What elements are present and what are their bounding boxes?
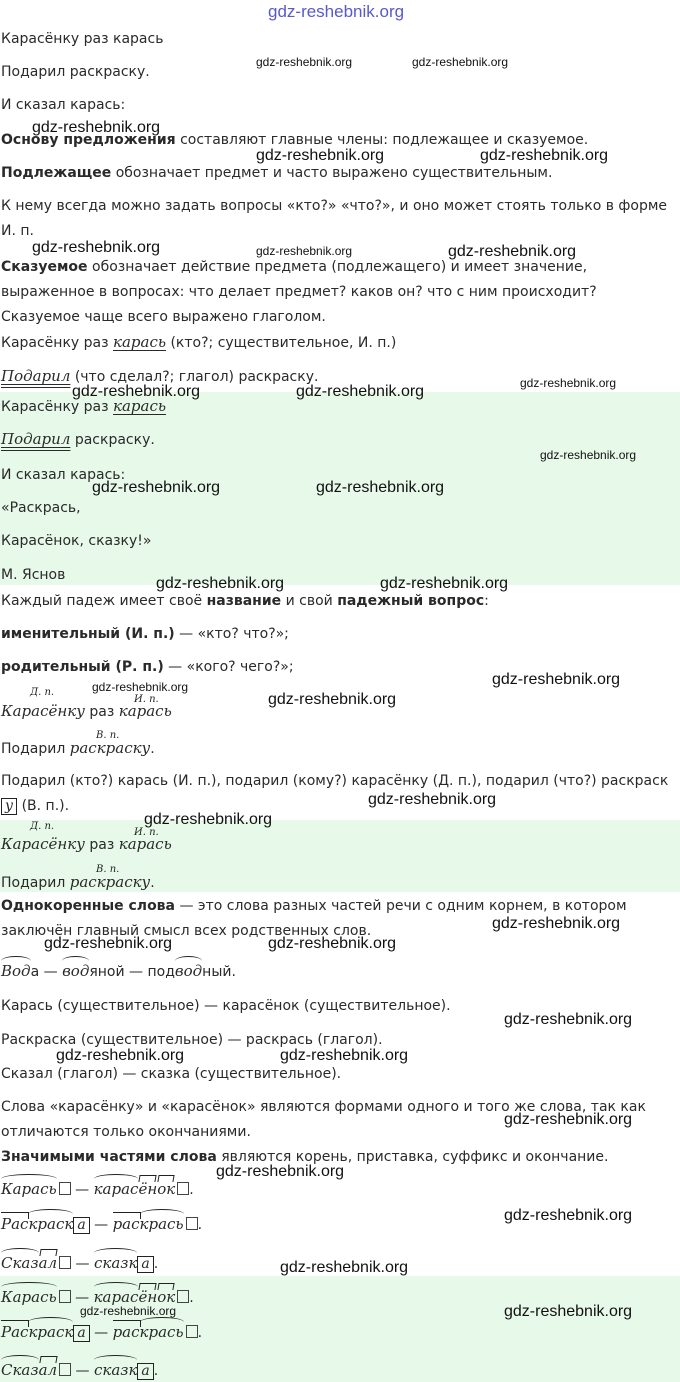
root: Карась <box>1 1288 57 1306</box>
term: Сказуемое <box>1 259 88 275</box>
root: Сказ <box>1 1361 39 1379</box>
prefix: рас <box>112 1323 140 1341</box>
root: вод <box>174 962 203 980</box>
definition-text: обозначает действие предмета (подлежащего) и имеет значение, <box>87 259 588 275</box>
predicate-word: Подарил <box>1 367 71 385</box>
basis-definition <box>1 131 588 149</box>
text: . <box>153 1256 159 1272</box>
case-mark: В. п. <box>96 730 120 741</box>
watermark: gdz-reshebnik.org <box>256 55 353 69</box>
case-genitive <box>1 658 294 676</box>
text: — <box>89 1217 113 1233</box>
watermark: gdz-reshebnik.org <box>144 811 273 828</box>
null-ending-box <box>177 1290 189 1303</box>
text: . <box>197 1325 203 1341</box>
text: . <box>189 1182 194 1198</box>
null-ending-box <box>59 1363 71 1376</box>
watermark: gdz-reshebnik.org <box>540 448 637 462</box>
case-sentence <box>1 702 172 721</box>
cognate-definition <box>1 897 627 915</box>
term: Однокоренные слова <box>1 898 175 914</box>
null-ending-box <box>59 1182 71 1195</box>
watermark: gdz-reshebnik.org <box>280 1259 409 1276</box>
null-ending-box <box>186 1325 198 1338</box>
prefix: Рас <box>1 1323 29 1341</box>
prefix: Рас <box>1 1215 29 1233</box>
text: Карасёнку раз <box>1 399 113 415</box>
definition-text: — это слова разных частей речи с одним корнем, в котором <box>175 898 627 914</box>
morpheme-line <box>1 1215 202 1234</box>
root: краск <box>28 1323 74 1341</box>
root: краск <box>28 1215 74 1233</box>
root: сказк <box>93 1361 138 1379</box>
poem-line: Подарил раскраску. <box>1 64 150 80</box>
null-ending-box <box>59 1256 71 1269</box>
text: яной — под <box>89 964 175 980</box>
watermark: gdz-reshebnik.org <box>368 791 497 808</box>
text: Подарил <box>1 875 70 891</box>
term: падежный вопрос <box>337 593 485 609</box>
term: именительный (И. п.) <box>1 626 175 642</box>
watermark: gdz-reshebnik.org <box>216 1163 345 1180</box>
text: — «кого? чего?»; <box>163 659 294 675</box>
author: М. Яснов <box>1 567 66 583</box>
ending-box: у <box>1 798 17 815</box>
morpheme-line <box>1 1254 158 1273</box>
text: ный. <box>202 964 236 980</box>
text: — <box>71 1256 94 1272</box>
text: раскраску. <box>70 432 155 448</box>
text: — «кто? что?»; <box>174 626 289 642</box>
word: раскраску <box>69 739 151 757</box>
text: Каждый падеж имеет своё <box>1 593 207 609</box>
word: карась <box>118 702 172 720</box>
answer-line <box>1 430 155 449</box>
text: Карасёнку раз <box>1 335 113 351</box>
term: Основу предложения <box>1 132 176 148</box>
text-line: Сказал (глагол) — сказка (существительное). <box>1 1066 342 1082</box>
suffix: ён <box>138 1288 158 1306</box>
text-line: Карась (существительное) — карасёнок (существительное). <box>1 998 451 1014</box>
watermark: gdz-reshebnik.org <box>504 1111 633 1128</box>
text-line: Раскраска (существительное) — раскрась (глагол). <box>1 1032 383 1048</box>
root: вод <box>62 962 90 980</box>
watermark: gdz-reshebnik.org <box>296 383 425 400</box>
morpheme-line <box>1 1180 194 1199</box>
text: . <box>189 1290 194 1306</box>
text-line: К нему всегда можно задать вопросы «кто?» «что?», и оно может стоять только в форме <box>1 198 668 214</box>
term: родительный (Р. п.) <box>1 659 164 675</box>
answer-line: «Раскрась, <box>1 500 81 516</box>
watermark: gdz-reshebnik.org <box>380 575 509 592</box>
answer-line <box>1 397 166 416</box>
watermark: gdz-reshebnik.org <box>80 1304 177 1318</box>
watermark: gdz-reshebnik.org <box>268 935 397 952</box>
root: Сказ <box>1 1254 39 1272</box>
text: : <box>484 593 489 609</box>
text: . <box>153 1363 159 1379</box>
case-mark: И. п. <box>134 827 159 838</box>
analysis-line <box>1 333 396 352</box>
root: крась <box>139 1323 184 1341</box>
text: (что сделал?; глагол) раскраску. <box>70 369 319 385</box>
word: раскраску <box>69 873 151 891</box>
suffix: ал <box>38 1254 58 1272</box>
text: . <box>150 875 155 891</box>
text: — <box>71 1363 94 1379</box>
watermark: gdz-reshebnik.org <box>56 1047 185 1064</box>
case-mark: Д. п. <box>30 821 55 832</box>
answer-line <box>1 835 172 854</box>
null-ending-box <box>177 1182 189 1195</box>
case-mark: Д. п. <box>30 687 55 698</box>
text: и свой <box>281 593 338 609</box>
ending-box: а <box>73 1217 89 1234</box>
text-line: выраженное в вопросах: что делает предмет? каков он? что с ним происходит? <box>1 284 597 300</box>
suffix: ал <box>38 1361 58 1379</box>
definition-text: являются корень, приставка, суффикс и окончание. <box>216 1149 609 1165</box>
suffix: ок <box>157 1180 176 1198</box>
text: (кто?; существительное, И. п.) <box>166 335 397 351</box>
suffix: ён <box>138 1180 158 1198</box>
text: — <box>70 1182 94 1198</box>
ending-box: а <box>137 1256 153 1273</box>
watermark: gdz-reshebnik.org <box>492 671 621 688</box>
watermark: gdz-reshebnik.org <box>256 147 385 164</box>
text: (В. п.). <box>17 798 70 814</box>
answer-line <box>1 873 155 892</box>
subject-definition <box>1 164 552 182</box>
text: . <box>150 741 155 757</box>
answer-line: Карасёнок, сказку!» <box>1 533 152 549</box>
watermark: gdz-reshebnik.org <box>520 376 617 390</box>
predicate-word: Подарил <box>1 430 71 448</box>
prefix: рас <box>112 1215 140 1233</box>
root: карас <box>93 1180 139 1198</box>
case-nominative <box>1 625 289 643</box>
subject-word: карась <box>113 397 167 415</box>
text-line: Слова «карасёнку» и «карасёнок» являются формами одного и того же слова, так как <box>1 1099 646 1115</box>
case-mark: В. п. <box>96 864 120 875</box>
null-ending-box <box>59 1290 71 1303</box>
root: карас <box>93 1288 139 1306</box>
text: раз <box>84 837 119 853</box>
text-line: Сказуемое чаще всего выражено глаголом. <box>1 309 326 325</box>
watermark: gdz-reshebnik.org <box>156 575 285 592</box>
text: — <box>89 1325 113 1341</box>
word: Карасёнку <box>1 835 85 853</box>
text-line: Подарил (кто?) карась (И. п.), подарил (кому?) карасёнку (Д. п.), подарил (что?) раскраск <box>1 773 669 789</box>
poem-line: И сказал карась: <box>1 97 126 113</box>
watermark: gdz-reshebnik.org <box>504 1303 633 1320</box>
text: — <box>70 1290 94 1306</box>
text: — <box>39 964 63 980</box>
answer-line: И сказал карась: <box>1 467 126 483</box>
word: Карасёнку <box>1 702 85 720</box>
term: Значимыми частями слова <box>1 1149 217 1165</box>
text-line: заключён главный смысл всех родственных слов. <box>1 923 372 939</box>
watermark: gdz-reshebnik.org <box>268 2 405 21</box>
watermark: gdz-reshebnik.org <box>92 479 221 496</box>
text-line: отличаются только окончаниями. <box>1 1124 251 1140</box>
watermark: gdz-reshebnik.org <box>72 383 201 400</box>
case-mark: И. п. <box>134 694 159 705</box>
term: название <box>206 593 282 609</box>
subject-word: карась <box>113 333 167 351</box>
null-ending-box <box>186 1217 198 1230</box>
suffix: ок <box>157 1288 176 1306</box>
poem-line: Карасёнку раз карась <box>1 31 164 47</box>
text-line <box>1 797 69 815</box>
morpheme-line <box>1 1361 158 1380</box>
watermark: gdz-reshebnik.org <box>268 691 397 708</box>
definition-text: составляют главные члены: подлежащее и сказуемое. <box>175 132 589 148</box>
text: а <box>30 964 40 980</box>
root: Вод <box>1 962 31 980</box>
watermark: gdz-reshebnik.org <box>504 1207 633 1224</box>
watermark: gdz-reshebnik.org <box>44 935 173 952</box>
ending-box: а <box>73 1325 89 1342</box>
watermark: gdz-reshebnik.org <box>448 243 577 260</box>
watermark: gdz-reshebnik.org <box>504 1011 633 1028</box>
root-example <box>1 962 236 981</box>
watermark: gdz-reshebnik.org <box>32 119 161 136</box>
root: крась <box>139 1215 184 1233</box>
watermark: gdz-reshebnik.org <box>316 479 445 496</box>
watermark: gdz-reshebnik.org <box>92 680 189 694</box>
watermark: gdz-reshebnik.org <box>492 915 621 932</box>
text-line: И. п. <box>1 223 34 239</box>
watermark: gdz-reshebnik.org <box>412 55 509 69</box>
word: карась <box>118 835 172 853</box>
watermark: gdz-reshebnik.org <box>256 244 353 258</box>
text: раз <box>84 704 119 720</box>
root: сказк <box>93 1254 138 1272</box>
morpheme-line <box>1 1323 202 1342</box>
root: Карась <box>1 1180 57 1198</box>
predicate-definition <box>1 258 587 276</box>
case-intro <box>1 592 489 610</box>
watermark: gdz-reshebnik.org <box>280 1047 409 1064</box>
term: Подлежащее <box>1 165 112 181</box>
text: . <box>197 1217 203 1233</box>
watermark: gdz-reshebnik.org <box>480 147 609 164</box>
ending-box: а <box>137 1363 153 1380</box>
case-sentence <box>1 739 155 758</box>
watermark: gdz-reshebnik.org <box>32 239 161 256</box>
text: Подарил <box>1 741 70 757</box>
definition-text: обозначает предмет и часто выражено существительным. <box>111 165 553 181</box>
